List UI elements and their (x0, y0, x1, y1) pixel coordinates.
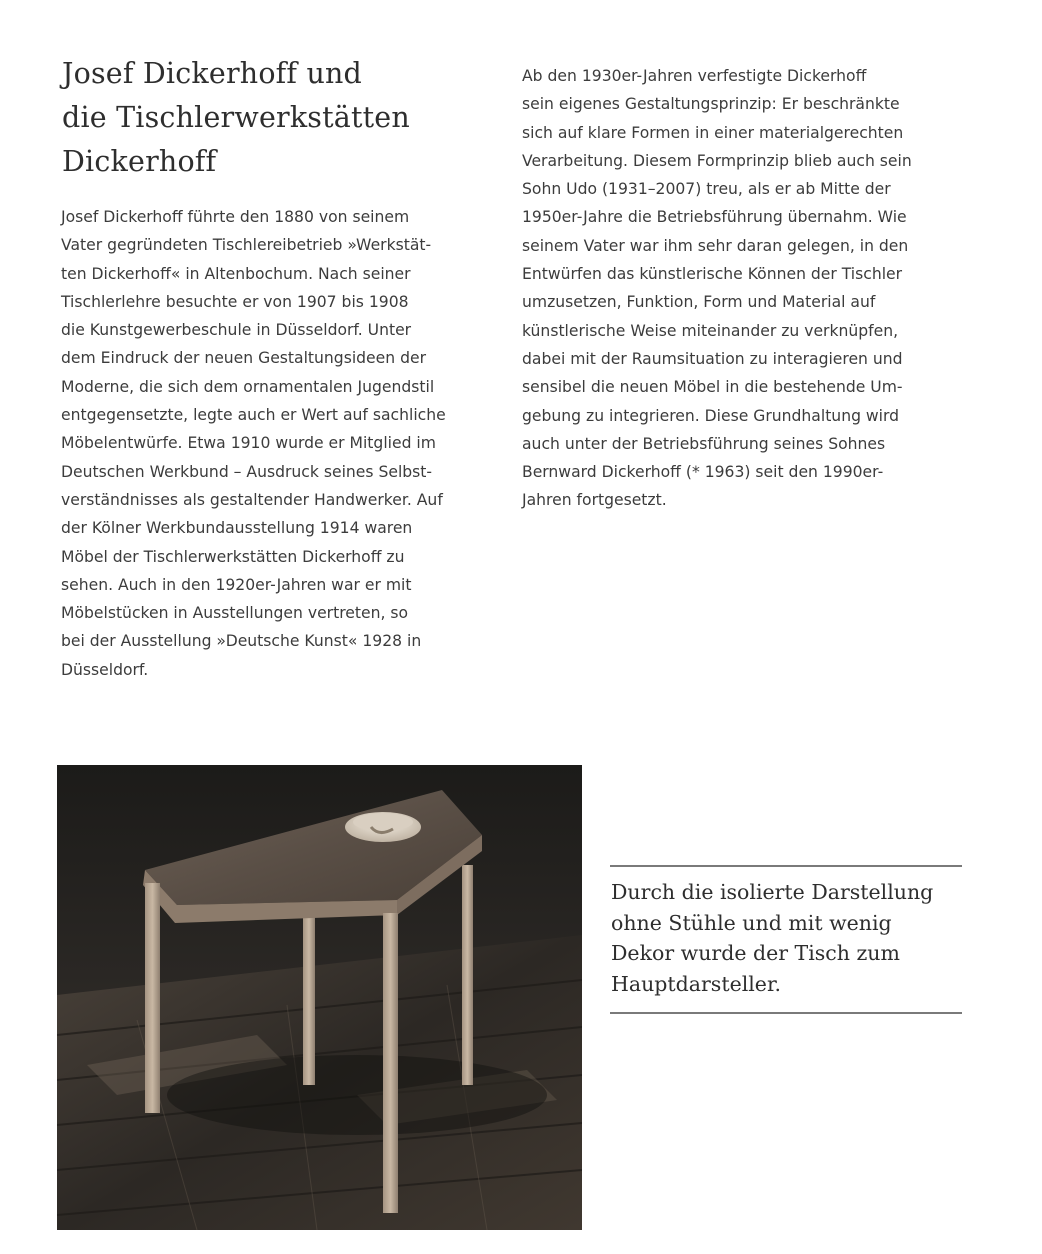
article-heading (62, 52, 492, 184)
heading-line: Josef Dickerhoff und (62, 57, 362, 90)
text-line: 1950er-Jahre die Betriebsführung übernahm. Wie (522, 208, 907, 227)
text-line: Möbelstücken in Ausstellungen vertreten, so (61, 604, 409, 623)
table-photo (57, 765, 582, 1230)
caption-line: Dekor wurde der Tisch zum (611, 941, 900, 965)
text-line: Sohn Udo (1931–2007) treu, als er ab Mitte der (522, 180, 891, 199)
text-line: der Kölner Werkbundausstellung 1914 waren (61, 519, 413, 538)
text-line: sehen. Auch in den 1920er-Jahren war er mit (61, 575, 412, 594)
text-line: Tischlerlehre besuchte er von 1907 bis 1908 (61, 292, 409, 311)
text-line: Vater gegründeten Tischlereibetrieb »Werkstät- (61, 236, 432, 255)
text-line: bei der Ausstellung »Deutsche Kunst« 1928 in (61, 632, 422, 651)
text-line: Jahren fortgesetzt. (522, 491, 667, 510)
caption-rule-top (610, 865, 962, 867)
text-line: entgegensetzte, legte auch er Wert auf sachliche (61, 406, 446, 425)
text-line: seinem Vater war ihm sehr daran gelegen, in den (522, 236, 909, 255)
text-line: die Kunstgewerbeschule in Düsseldorf. Unter (61, 321, 412, 340)
text-line: Düsseldorf. (61, 660, 149, 679)
text-line: Moderne, die sich dem ornamentalen Jugendstil (61, 377, 435, 396)
text-line: Ab den 1930er-Jahren verfestigte Dickerhoff (522, 67, 867, 85)
right-column-text (522, 62, 962, 515)
text-line: Deutschen Werkbund – Ausdruck seines Selbst- (61, 462, 433, 481)
text-line: sich auf klare Formen in einer materialgerechten (522, 123, 904, 142)
text-line: sein eigenes Gestaltungsprinzip: Er beschränkte (522, 95, 900, 114)
text-line: auch unter der Betriebsführung seines Sohnes (522, 434, 886, 453)
text-line: dabei mit der Raumsituation zu interagieren und (522, 349, 903, 368)
text-line: künstlerische Weise miteinander zu verknüpfen, (522, 321, 899, 340)
left-column-text (61, 203, 491, 684)
caption-rule-bottom (610, 1012, 962, 1014)
heading-line: Dickerhoff (62, 145, 217, 178)
text-line: Bernward Dickerhoff (* 1963) seit den 1990er- (522, 463, 884, 482)
text-line: Josef Dickerhoff führte den 1880 von seinem (61, 208, 410, 226)
caption-line: ohne Stühle und mit wenig (611, 910, 892, 935)
heading-line: die Tischlerwerkstätten (62, 101, 410, 134)
text-line: sensibel die neuen Möbel in die bestehende Um- (522, 378, 903, 397)
table-photo-illustration (57, 765, 582, 1230)
text-line: dem Eindruck der neuen Gestaltungsideen der (61, 349, 426, 368)
text-line: umzusetzen, Funktion, Form und Material auf (522, 293, 876, 312)
text-line: Verarbeitung. Diesem Formprinzip blieb auch sein (522, 151, 912, 170)
text-line: ten Dickerhoff« in Altenbochum. Nach seiner (61, 264, 411, 283)
text-line: Entwürfen das künstlerische Können der Tischler (522, 265, 903, 284)
caption-line: Durch die isolierte Darstellung (611, 880, 934, 904)
text-line: verständnisses als gestaltender Handwerker. Auf (61, 490, 443, 509)
caption-line: Hauptdarsteller. (611, 971, 782, 996)
figure-caption (611, 877, 971, 999)
text-line: Möbel der Tischlerwerkstätten Dickerhoff zu (61, 547, 405, 566)
text-line: Möbelentwürfe. Etwa 1910 wurde er Mitglied im (61, 434, 436, 453)
text-line: gebung zu integrieren. Diese Grundhaltung wird (522, 406, 900, 425)
